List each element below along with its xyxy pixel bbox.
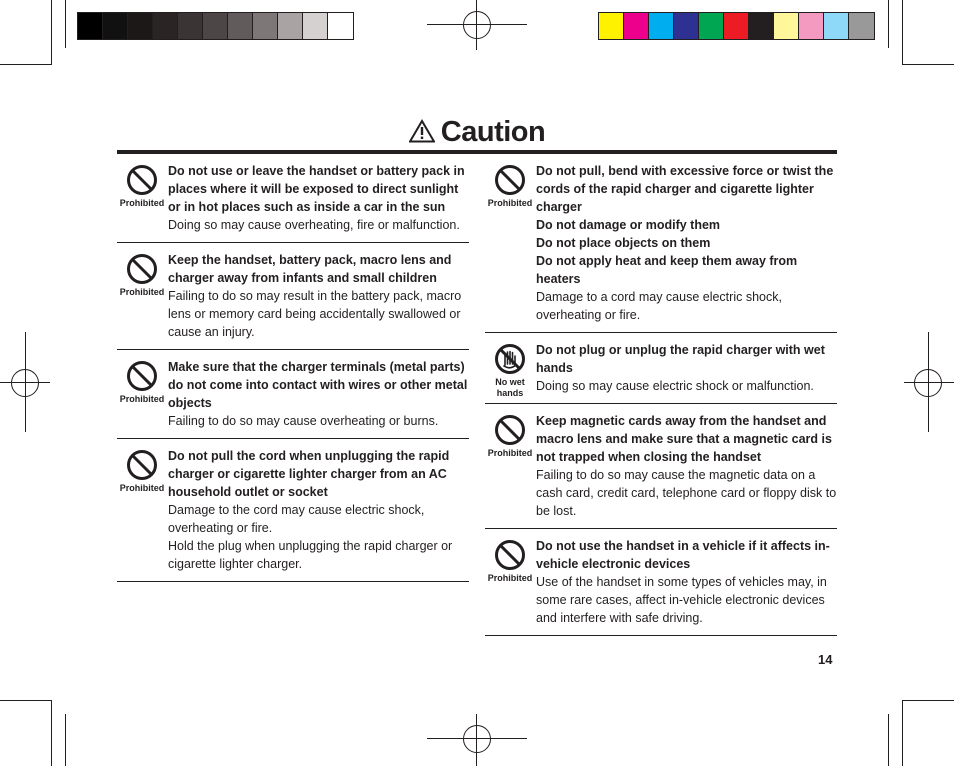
caution-item <box>117 439 469 582</box>
prohibited-icon <box>119 360 165 392</box>
caution-item-body <box>168 251 469 341</box>
caution-item-heading: Do not use or leave the handset or battery pack in places where it will be exposed to direct sunlight or in hot places such as inside a car in the sun <box>168 164 465 214</box>
color-swatch <box>774 13 799 39</box>
grayscale-color-bar <box>77 12 354 40</box>
caution-item-body <box>168 162 469 234</box>
caution-item-symbol-label: Prohibited <box>487 198 533 208</box>
caution-item-body <box>536 162 837 324</box>
prohibited-icon <box>487 164 533 196</box>
caution-item-symbol-label: Prohibited <box>119 483 165 493</box>
color-swatch <box>824 13 849 39</box>
prohibited-icon <box>119 449 165 481</box>
caution-item-description: Damage to the cord may cause electric shock, overheating or fire. <box>168 503 425 535</box>
caution-item-heading: Do not place objects on them <box>536 236 711 250</box>
right-column <box>485 154 837 636</box>
caution-item-description: Doing so may cause electric shock or malfunction. <box>536 379 814 393</box>
color-swatch <box>203 13 228 39</box>
caution-item <box>117 243 469 350</box>
caution-item-body <box>168 358 469 430</box>
caution-item <box>117 154 469 243</box>
color-swatch <box>278 13 303 39</box>
color-swatch <box>253 13 278 39</box>
prohibited-icon <box>119 164 165 196</box>
color-swatch <box>228 13 253 39</box>
left-column <box>117 154 469 582</box>
caution-item-heading: Do not pull, bend with excessive force or twist the cords of the rapid charger and cigarette lighter charger <box>536 164 834 214</box>
color-swatch <box>624 13 649 39</box>
caution-item-symbol <box>119 360 165 405</box>
caution-item-body <box>168 447 469 573</box>
caution-item-heading: Do not pull the cord when unplugging the rapid charger or cigarette lighter charger from an AC household outlet or socket <box>168 449 450 499</box>
caution-item-symbol-label: Prohibited <box>487 573 533 583</box>
caution-item-heading: Do not damage or modify them <box>536 218 721 232</box>
color-swatch <box>78 13 103 39</box>
caution-item-symbol <box>487 414 533 459</box>
caution-item-symbol-label: No wet hands <box>495 377 525 398</box>
color-swatch <box>649 13 674 39</box>
caution-item-heading: Keep magnetic cards away from the handset and macro lens and make sure that a magnetic card is not trapped when closing the handset <box>536 414 832 464</box>
caution-item-symbol <box>487 164 533 209</box>
caution-item-body <box>536 537 837 627</box>
caution-item-body <box>536 412 837 520</box>
caution-item-description: Use of the handset in some types of vehicles may, in some rare cases, affect in-vehicle electronic devices and interfere with safe driving. <box>536 575 827 625</box>
caution-item-description: Failing to do so may cause the magnetic data on a cash card, credit card, telephone card or floppy disk to be lost. <box>536 468 837 518</box>
color-swatch <box>103 13 128 39</box>
caution-item-symbol-label: Prohibited <box>119 394 165 404</box>
warning-triangle-icon <box>409 114 435 154</box>
caution-item-body <box>536 341 837 395</box>
caution-item-symbol <box>119 449 165 494</box>
page-title <box>0 112 954 154</box>
caution-item-symbol <box>119 164 165 209</box>
color-swatch <box>153 13 178 39</box>
caution-item-description: Failing to do so may cause overheating or burns. <box>168 414 439 428</box>
caution-item <box>485 154 837 333</box>
color-swatch <box>849 13 874 39</box>
no-wet-hands-icon <box>487 343 533 375</box>
caution-item-heading: Keep the handset, battery pack, macro lens and charger away from infants and small children <box>168 253 452 285</box>
color-swatch <box>674 13 699 39</box>
color-swatch <box>799 13 824 39</box>
color-swatch <box>303 13 328 39</box>
process-color-bar <box>598 12 875 40</box>
caution-item-heading: Do not plug or unplug the rapid charger with wet hands <box>536 343 825 375</box>
caution-item-description: Damage to a cord may cause electric shock, overheating or fire. <box>536 290 782 322</box>
caution-item-heading: Do not apply heat and keep them away from heaters <box>536 254 798 286</box>
caution-item-symbol-label: Prohibited <box>119 198 165 208</box>
prohibited-icon <box>119 253 165 285</box>
caution-item-symbol-label: Prohibited <box>119 287 165 297</box>
caution-item <box>485 404 837 529</box>
caution-item <box>117 350 469 439</box>
color-swatch <box>128 13 153 39</box>
caution-item-symbol <box>487 539 533 584</box>
caution-item-description: Doing so may cause overheating, fire or malfunction. <box>168 218 460 232</box>
page-number: 14 <box>818 652 833 667</box>
page-title-text: Caution <box>440 116 546 148</box>
caution-item-heading: Do not use the handset in a vehicle if it affects in-vehicle electronic devices <box>536 539 830 571</box>
prohibited-icon <box>487 414 533 446</box>
caution-item-heading: Make sure that the charger terminals (metal parts) do not come into contact with wires or other metal objects <box>168 360 468 410</box>
prohibited-icon <box>487 539 533 571</box>
color-swatch <box>328 13 353 39</box>
color-swatch <box>699 13 724 39</box>
caution-item <box>485 333 837 404</box>
color-swatch <box>724 13 749 39</box>
caution-item-description: Failing to do so may result in the battery pack, macro lens or memory card being accidentally swallowed or cause an injury. <box>168 289 462 339</box>
caution-item-symbol <box>119 253 165 298</box>
caution-item-symbol <box>487 343 533 399</box>
caution-item-description: Hold the plug when unplugging the rapid charger or cigarette lighter charger. <box>168 539 453 571</box>
color-swatch <box>178 13 203 39</box>
color-swatch <box>599 13 624 39</box>
caution-item-symbol-label: Prohibited <box>487 448 533 458</box>
caution-item <box>485 529 837 636</box>
color-swatch <box>749 13 774 39</box>
